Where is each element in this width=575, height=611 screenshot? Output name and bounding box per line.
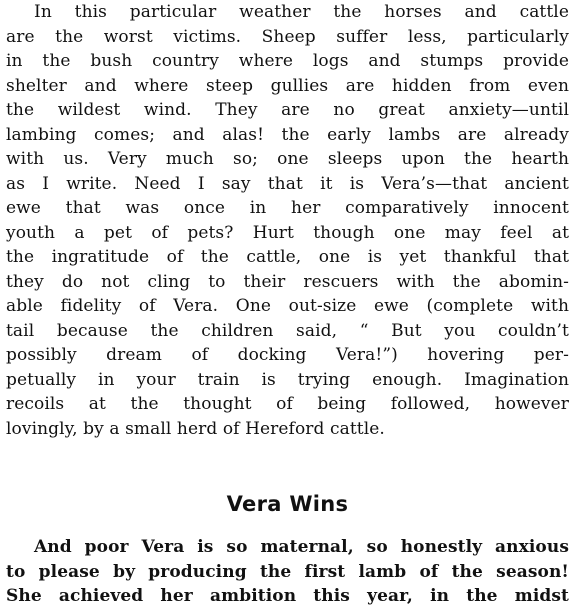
text-line: She achieved her ambition this year, in the midst xyxy=(6,586,569,606)
text-line: able fidelity of Vera. One out-size ewe (complete with xyxy=(6,296,569,316)
text-line: lovingly, by a small herd of Hereford cattle. xyxy=(6,418,385,439)
text-line: recoils at the thought of being followed, however xyxy=(6,394,569,414)
text-line: to please by producing the first lamb of the season! xyxy=(6,561,569,582)
text-line: And poor Vera is so maternal, so honestly anxious xyxy=(34,537,569,557)
text-line: they do not cling to their rescuers with the abomin- xyxy=(6,271,569,292)
text-line: are the worst victims. Sheep suffer less, particularly xyxy=(6,26,569,47)
text-line: In this particular weather the horses and cattle xyxy=(34,2,569,22)
paragraph-vera-maternal xyxy=(6,535,569,609)
text-line: petually in your train is trying enough. Imagination xyxy=(6,369,569,390)
section-heading: Vera Wins xyxy=(226,492,349,516)
text-line: youth a pet of pets? Hurt though one may feel at xyxy=(6,222,569,243)
text-line: the wildest wind. They are no great anxiety—until xyxy=(6,100,569,120)
text-line: as I write. Need I say that it is Vera’s—that ancient xyxy=(6,173,569,194)
text-line: ewe that was once in her comparatively innocent xyxy=(6,198,569,218)
text-line: possibly dream of docking Vera!”) hovering per- xyxy=(6,345,569,365)
text-line: lambing comes; and alas! the early lambs are already xyxy=(6,124,569,145)
text-line: tail because the children said, “ But you couldn’t xyxy=(6,320,569,341)
text-line: shelter and where steep gullies are hidden from even xyxy=(6,75,569,96)
text-line: in the bush country where logs and stumps provide xyxy=(6,51,569,71)
text-line: the ingratitude of the cattle, one is yet thankful that xyxy=(6,247,569,267)
text-line: with us. Very much so; one sleeps upon the hearth xyxy=(6,149,569,169)
paragraph-weather-and-vera xyxy=(6,0,569,441)
